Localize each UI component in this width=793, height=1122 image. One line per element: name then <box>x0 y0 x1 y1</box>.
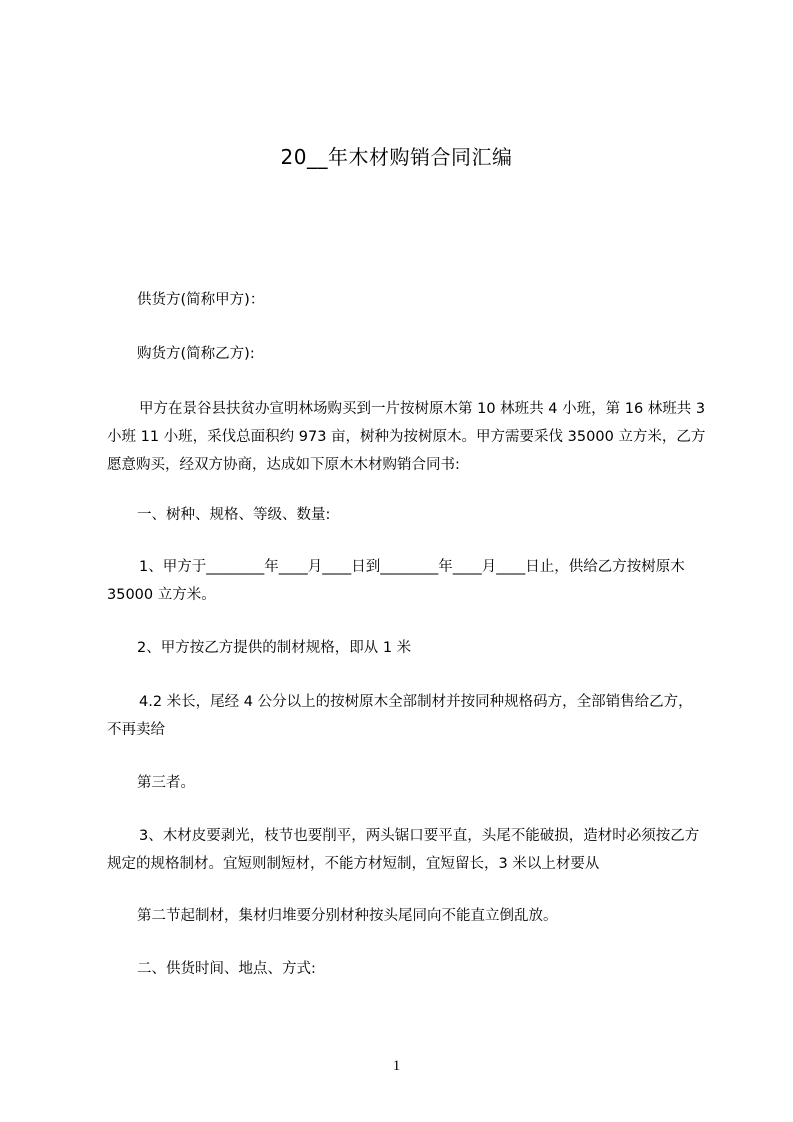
intro-paragraph: 甲方在景谷县扶贫办宣明林场购买到一片按树原木第 10 林班共 4 小班，第 16 林班共 3 小班 11 小班，采伐总面积约 973 亩，树种为按树原木。甲方需要采伐 35000 立方米，乙方愿意购买，经双方协商，达成如下原木木材购销合同书: <box>107 401 706 473</box>
page-number: 1 <box>392 1058 401 1074</box>
item-2-paragraph: 2、甲方按乙方提供的制材规格，即从 1 米 <box>137 640 412 656</box>
document-title: 20__年木材购销合同汇编 <box>280 145 513 169</box>
section-1-heading: 一、树种、规格、等级、数量: <box>137 507 331 523</box>
item-3-paragraph: 3、木材皮要剥光，枝节也要削平，两头锯口要平直，头尾不能破损，造材时必须按乙方规定的规格制材。宜短则制短材，不能方材短制，宜短留长，3 米以上材要从 <box>107 828 700 872</box>
buyer-label: 购货方(简称乙方): <box>137 346 255 362</box>
section-2-heading: 二、供货时间、地点、方式: <box>137 961 316 977</box>
item-2-continuation: 4.2 米长，尾经 4 公分以上的按树原木全部制材并按同种规格码方，全部销售给乙方，不再卖给 <box>107 694 693 738</box>
supplier-label: 供货方(简称甲方)： <box>137 292 265 308</box>
item-1-paragraph: 1、甲方于________年____月____日到________年____月____日止，供给乙方按树原木 35000 立方米。 <box>107 559 685 603</box>
item-3-continuation: 第二节起制材，集材归堆要分别材种按头尾同向不能直立倒乱放。 <box>137 908 558 924</box>
item-2-end: 第三者。 <box>137 775 195 791</box>
